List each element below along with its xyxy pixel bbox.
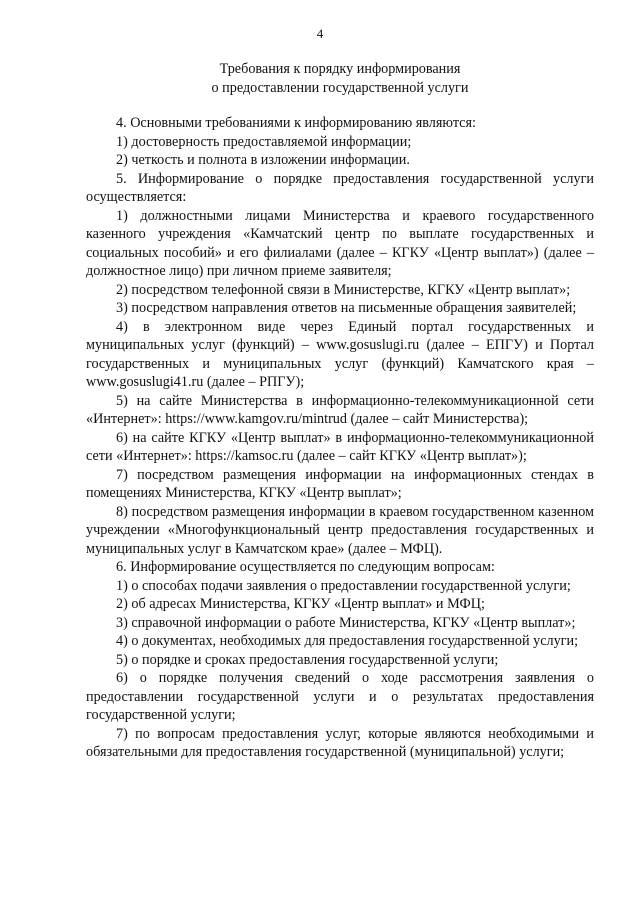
paragraph: 5) о порядке и сроках предоставления государственной услуги; <box>116 651 499 668</box>
paragraph: 5. Информирование о порядке предоставления государственной услуги осуществляется: <box>86 170 594 205</box>
section-heading-line-2: о предоставлении государственной услуги <box>211 79 469 96</box>
page-number: 4 <box>316 26 324 41</box>
paragraph: 4) о документах, необходимых для предоставления государственной услуги; <box>116 633 579 649</box>
document-body <box>86 114 594 762</box>
paragraph: 1) должностными лицами Министерства и краевого государственного казенного учреждения «Камчатский центр по выплате государственных и социальных пособий» и его филиалами (далее – КГКУ «Центр выплат») (далее – должностное лицо) при личном приеме заявителя; <box>86 207 594 279</box>
section-heading <box>86 60 594 97</box>
paragraph: 8) посредством размещения информации в краевом государственном казенном учреждении «Многофункциональный центр предоставления государственных и муниципальных услуг в Камчатском крае» (далее – МФЦ). <box>86 503 594 557</box>
paragraph: 1) достоверность предоставляемой информации; <box>116 133 412 150</box>
paragraph: 1) о способах подачи заявления о предоставлении государственной услуги; <box>116 577 571 594</box>
paragraph: 6) о порядке получения сведений о ходе рассмотрения заявления о предоставлении государственной услуги и о результатах предоставления государственной услуги; <box>86 670 594 723</box>
paragraph: 3) справочной информации о работе Министерства, КГКУ «Центр выплат»; <box>116 614 576 631</box>
paragraph: 2) посредством телефонной связи в Министерстве, КГКУ «Центр выплат»; <box>116 281 571 298</box>
paragraph: 6. Информирование осуществляется по следующим вопросам: <box>116 559 495 575</box>
paragraph: 5) на сайте Министерства в информационно-телекоммуникационной сети «Интернет»: https://www.kamgov.ru/mintrud (далее – сайт Министерства); <box>86 392 594 427</box>
paragraph: 3) посредством направления ответов на письменные обращения заявителей; <box>116 300 577 316</box>
paragraph: 4. Основными требованиями к информированию являются: <box>116 115 476 131</box>
paragraph: 7) по вопросам предоставления услуг, которые являются необходимыми и обязательными для предоставления государственной (муниципальной) услуги; <box>86 725 594 760</box>
section-heading-line-1: Требования к порядку информирования <box>219 61 461 77</box>
paragraph: 6) на сайте КГКУ «Центр выплат» в информационно-телекоммуникационной сети «Интернет»: https://kamsoc.ru (далее – сайт КГКУ «Центр выплат»); <box>86 429 594 464</box>
paragraph: 4) в электронном виде через Единый портал государственных и муниципальных услуг (функций) – www.gosuslugi.ru (далее – ЕПГУ) и Портал государственных и муниципальных услуг (функций) Камчатского края – www.gosuslugi41.ru (далее – РПГУ); <box>86 318 594 390</box>
paragraph: 2) четкость и полнота в изложении информации. <box>116 152 410 168</box>
paragraph: 2) об адресах Министерства, КГКУ «Центр выплат» и МФЦ; <box>116 596 485 612</box>
paragraph: 7) посредством размещения информации на информационных стендах в помещениях Министерства, КГКУ «Центр выплат»; <box>86 466 594 501</box>
